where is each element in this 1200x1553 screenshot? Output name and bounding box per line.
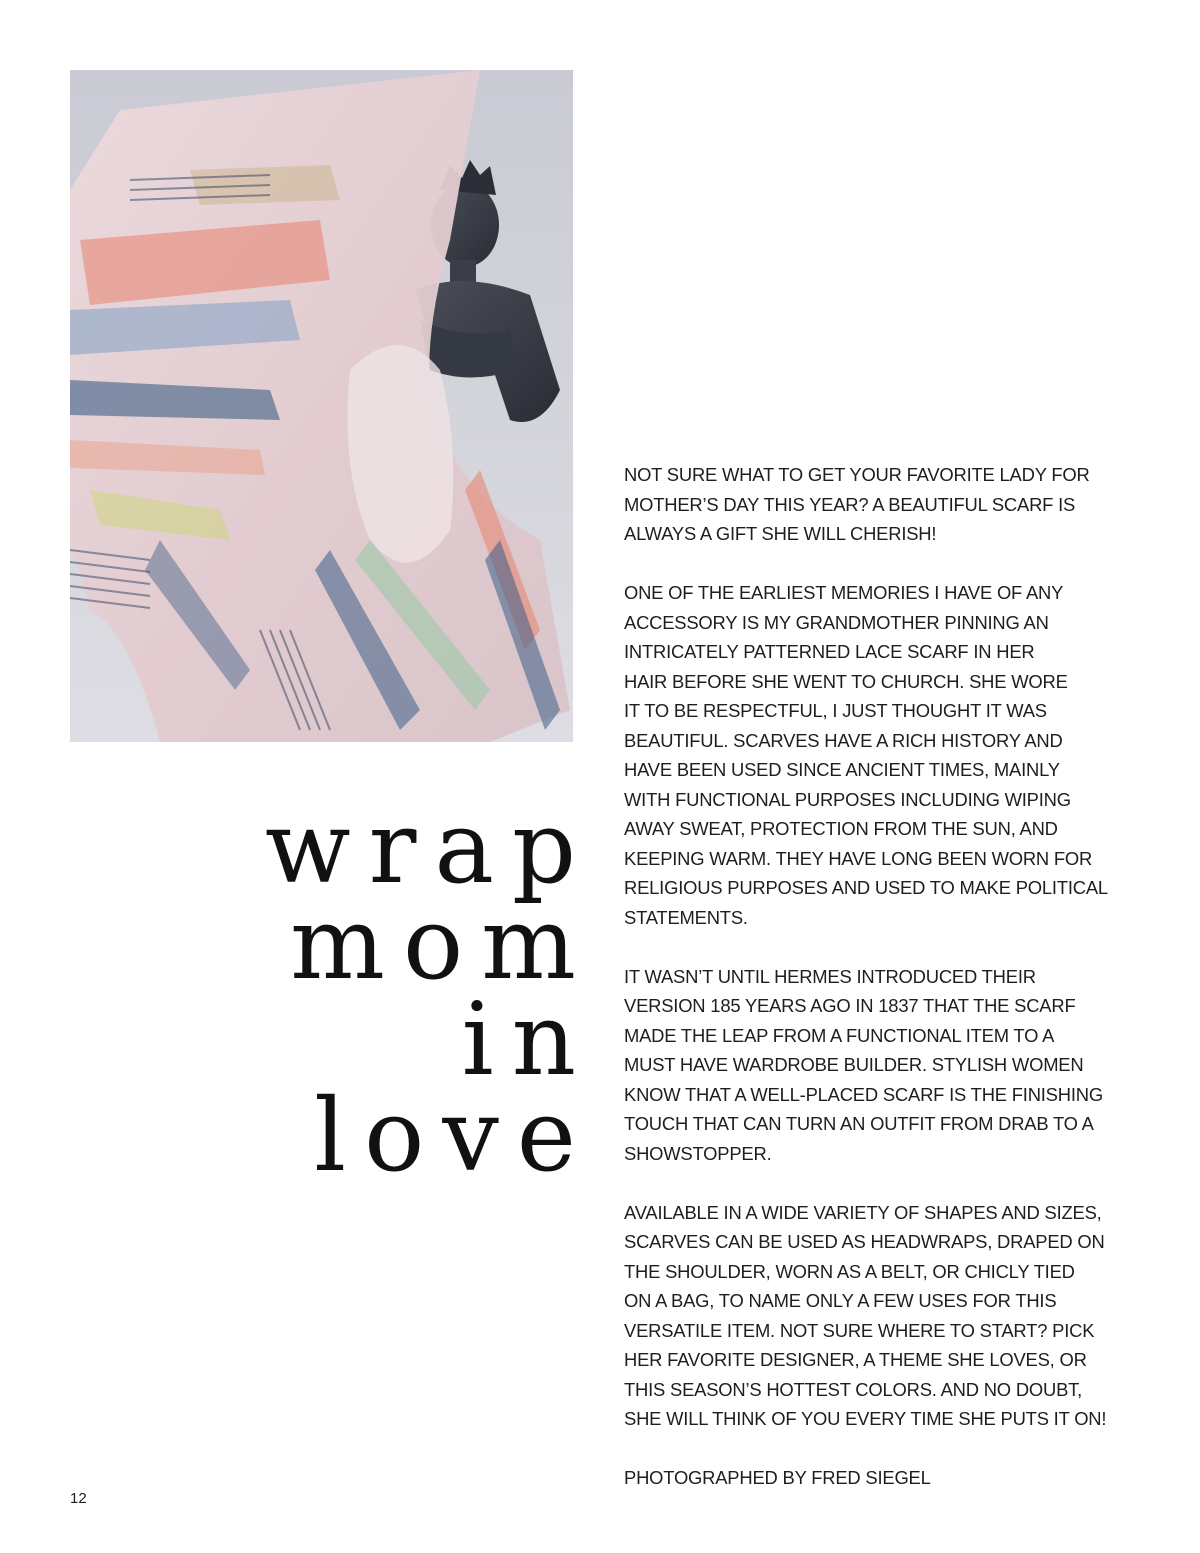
title-line-mom: mom bbox=[290, 885, 594, 1002]
article-title bbox=[180, 789, 594, 1194]
title-line-wrap: wrap bbox=[264, 789, 594, 906]
title-line-in: in bbox=[461, 981, 594, 1098]
paragraph-memories: ONE OF THE EARLIEST MEMORIES I HAVE OF ANY ACCESSORY IS MY GRANDMOTHER PINNING AN INTRICATELY PATTERNED LACE SCARF IN HER HAIR BEFORE SHE WENT TO CHURCH. SHE WORE IT TO BE RESPECTFUL, I JUST THOUGHT IT WAS BEAUTIFUL. SCARVES HAVE A RICH HISTORY AND HAVE BEEN USED SINCE ANCIENT TIMES, MAINLY WITH FUNCTIONAL PURPOSES INCLUDING WIPING AWAY SWEAT, PROTECTION FROM THE SUN, AND KEEPING WARM. THEY HAVE LONG BEEN WORN FOR RELIGIOUS PURPOSES AND USED TO MAKE POLITICAL STATEMENTS. bbox=[624, 582, 1108, 928]
title-line-love: love bbox=[314, 1077, 594, 1194]
photo-credit: PHOTOGRAPHED BY FRED SIEGEL bbox=[624, 1467, 931, 1488]
paragraph-hermes: IT WASN’T UNTIL HERMES INTRODUCED THEIR VERSION 185 YEARS AGO IN 1837 THAT THE SCARF MADE THE LEAP FROM A FUNCTIONAL ITEM TO A MUST HAVE WARDROBE BUILDER. STYLISH WOMEN KNOW THAT A WELL-PLACED SCARF IS THE FINISHING TOUCH THAT CAN TURN AN OUTFIT FROM DRAB TO A SHOWSTOPPER. bbox=[624, 965, 1103, 1164]
scarf-model-photo bbox=[70, 70, 573, 742]
paragraph-intro: NOT SURE WHAT TO GET YOUR FAVORITE LADY FOR MOTHER’S DAY THIS YEAR? A BEAUTIFUL SCARF IS ALWAYS A GIFT SHE WILL CHERISH! bbox=[624, 464, 1090, 544]
page-number: 12 bbox=[70, 1490, 87, 1507]
paragraph-uses: AVAILABLE IN A WIDE VARIETY OF SHAPES AND SIZES, SCARVES CAN BE USED AS HEADWRAPS, DRAPED ON THE SHOULDER, WORN AS A BELT, OR CHICLY TIED ON A BAG, TO NAME ONLY A FEW USES FOR THIS VERSATILE ITEM. NOT SURE WHERE TO START? PICK HER FAVORITE DESIGNER, A THEME SHE LOVES, OR THIS SEASON’S HOTTEST COLORS. AND NO DOUBT, SHE WILL THINK OF YOU EVERY TIME SHE PUTS IT ON! bbox=[624, 1201, 1107, 1429]
article-body bbox=[624, 460, 1134, 1522]
photo-illustration bbox=[70, 70, 573, 742]
